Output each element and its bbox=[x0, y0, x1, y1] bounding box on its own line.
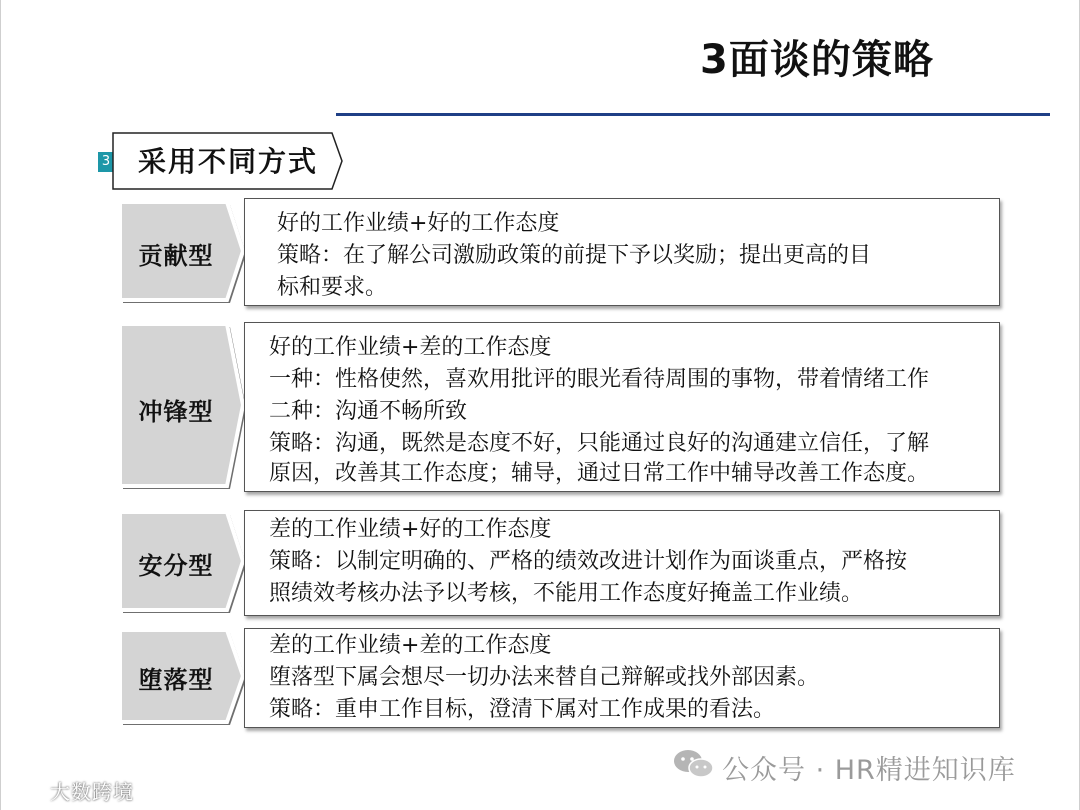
tag-label: 冲锋型 bbox=[138, 398, 214, 426]
corner-watermark: 大数跨境 bbox=[50, 780, 134, 804]
row-line: 策略：在了解公司激励政策的前提下予以奖励；提出更高的目 bbox=[277, 243, 872, 268]
row-line: 策略：以制定明确的、严格的绩效改进计划作为面谈重点，严格按 bbox=[269, 549, 908, 574]
row-line: 策略：重申工作目标，澄清下属对工作成果的看法。 bbox=[269, 697, 776, 722]
tag-chevron bbox=[120, 202, 248, 306]
row-line: 策略：沟通，既然是态度不好，只能通过良好的沟通建立信任，了解 bbox=[269, 431, 930, 456]
section-header bbox=[98, 132, 348, 190]
strategy-box bbox=[244, 198, 1000, 306]
strategy-row-charger bbox=[0, 322, 1080, 496]
tag-chevron bbox=[120, 324, 248, 492]
strategy-box bbox=[244, 510, 1000, 616]
title-underline bbox=[336, 113, 1050, 116]
page-title: 3面谈的策略 bbox=[700, 37, 934, 83]
row-line: 好的工作业绩+好的工作态度 bbox=[277, 211, 560, 236]
row-line: 标和要求。 bbox=[277, 275, 388, 300]
row-line: 差的工作业绩+差的工作态度 bbox=[269, 633, 552, 658]
row-line: 堕落型下属会想尽一切办法来替自己辩解或找外部因素。 bbox=[269, 665, 820, 690]
section-number-badge: 3 bbox=[98, 152, 114, 172]
row-line: 二种：沟通不畅所致 bbox=[269, 399, 468, 424]
tag-label: 堕落型 bbox=[138, 666, 214, 694]
tag-chevron bbox=[120, 512, 248, 616]
tag-label: 安分型 bbox=[138, 552, 214, 580]
wechat-icon bbox=[672, 746, 716, 782]
row-line: 一种：性格使然，喜欢用批评的眼光看待周围的事物，带着情绪工作 bbox=[269, 367, 930, 392]
strategy-row-degenerate bbox=[0, 628, 1080, 732]
section-label: 采用不同方式 bbox=[138, 145, 319, 178]
strategy-row-contribution bbox=[0, 198, 1080, 310]
strategy-row-steady bbox=[0, 510, 1080, 618]
row-line: 好的工作业绩+差的工作态度 bbox=[269, 335, 552, 360]
tag-label: 贡献型 bbox=[138, 242, 214, 270]
row-line: 差的工作业绩+好的工作态度 bbox=[269, 517, 552, 542]
strategy-box bbox=[244, 322, 1000, 492]
wechat-watermark: 公众号 · HR精进知识库 bbox=[722, 755, 1016, 786]
tag-chevron bbox=[120, 630, 248, 728]
row-line: 照绩效考核办法予以考核，不能用工作态度好掩盖工作业绩。 bbox=[269, 581, 864, 606]
strategy-box bbox=[244, 628, 1000, 728]
row-line: 原因，改善其工作态度；辅导，通过日常工作中辅导改善工作态度。 bbox=[269, 461, 930, 486]
